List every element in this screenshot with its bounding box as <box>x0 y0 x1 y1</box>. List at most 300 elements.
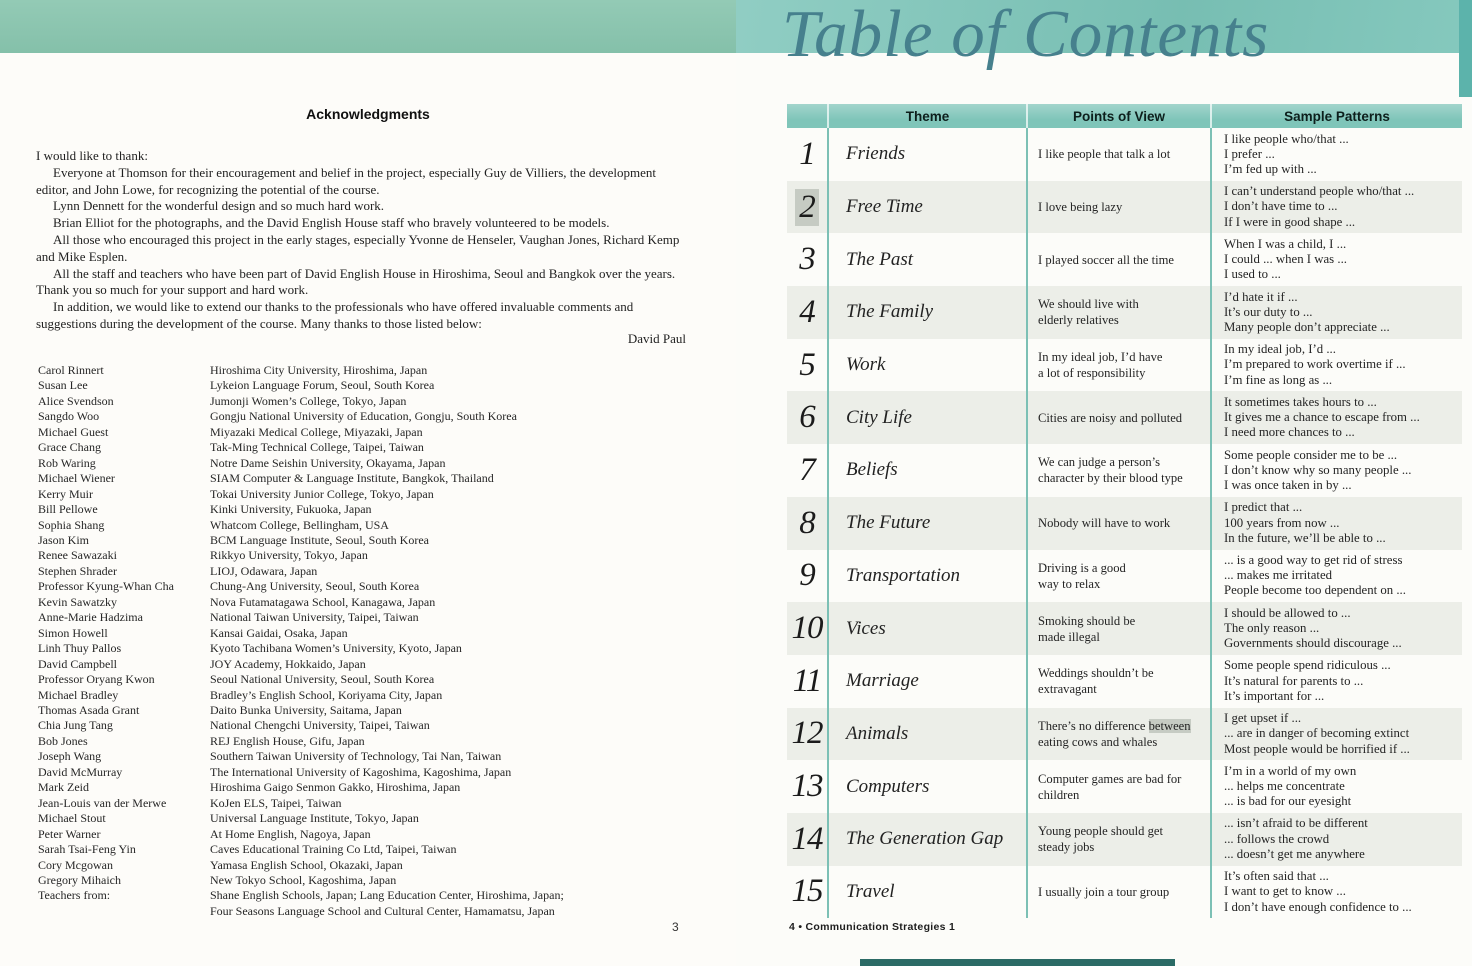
unit-number-text: 9 <box>799 557 815 594</box>
unit-point-of-view <box>1026 339 1210 392</box>
unit-number <box>787 181 827 234</box>
credit-name: Mark Zeid <box>38 780 89 795</box>
pov-line: Young people should get <box>1038 824 1164 839</box>
table-body <box>787 128 1462 918</box>
unit-theme: Transportation <box>827 550 1026 603</box>
credit-row <box>38 456 706 471</box>
table-row <box>787 760 1462 813</box>
credit-row <box>38 641 706 656</box>
credit-row <box>38 378 706 393</box>
page-title: Acknowledgments <box>306 106 430 122</box>
credit-affiliation <box>210 811 706 826</box>
unit-number-text: 4 <box>799 293 815 330</box>
credit-row <box>38 363 706 378</box>
pov-line: We should live with <box>1038 297 1139 312</box>
unit-point-of-view <box>1026 708 1210 761</box>
credit-affiliation <box>210 749 706 764</box>
pattern-line: I used to ... <box>1224 267 1281 282</box>
unit-theme: Work <box>827 339 1026 392</box>
affiliation-line: Notre Dame Seishin University, Okayama, Japan <box>210 455 446 470</box>
credit-name: Sangdo Woo <box>38 409 100 424</box>
unit-number-text: 10 <box>791 610 823 647</box>
pov-line: character by their blood type <box>1038 471 1183 486</box>
ack-paragraph: Lynn Dennett for the wonderful design and so much hard work. <box>53 198 385 214</box>
credit-row <box>38 688 706 703</box>
affiliation-line: Rikkyo University, Tokyo, Japan <box>210 548 368 563</box>
pattern-line: ... helps me concentrate <box>1224 778 1345 793</box>
unit-number <box>787 497 827 550</box>
affiliation-line: Hiroshima City University, Hiroshima, Japan <box>210 363 428 377</box>
affiliation-line: REJ English House, Gifu, Japan <box>210 733 365 748</box>
pattern-line: I’m prepared to work overtime if ... <box>1224 357 1406 372</box>
unit-number-text: 11 <box>792 662 822 699</box>
pattern-line: Some people consider me to be ... <box>1224 447 1398 462</box>
pattern-line: I don’t know why so many people ... <box>1224 462 1412 477</box>
table-row <box>787 708 1462 761</box>
credit-row <box>38 842 706 857</box>
unit-sample-patterns <box>1210 760 1462 813</box>
pattern-line: ... doesn’t get me anywhere <box>1224 846 1365 861</box>
credit-name: Michael Guest <box>38 424 109 439</box>
pattern-line: ... is bad for our eyesight <box>1224 794 1352 809</box>
credit-row <box>38 749 706 764</box>
pov-line: Driving is a good <box>1038 560 1126 575</box>
credit-row <box>38 734 706 749</box>
affiliation-line: Tak-Ming Technical College, Taipei, Taiwan <box>210 440 424 455</box>
pov-line: We can judge a person’s <box>1038 455 1161 470</box>
unit-sample-patterns <box>1210 128 1462 181</box>
pattern-line: I can’t understand people who/that ... <box>1224 184 1415 199</box>
pattern-line: It’s our duty to ... <box>1224 304 1313 319</box>
credit-row <box>38 827 706 842</box>
credit-row <box>38 440 706 455</box>
credit-affiliation <box>210 579 706 594</box>
credit-row <box>38 394 706 409</box>
pattern-line: Most people would be horrified if ... <box>1224 741 1410 756</box>
credit-name: Renee Sawazaki <box>38 548 117 563</box>
unit-theme: The Generation Gap <box>827 813 1026 866</box>
credit-name: Grace Chang <box>38 440 101 455</box>
credit-affiliation <box>210 888 706 919</box>
unit-number-text: 8 <box>799 504 815 541</box>
credit-affiliation <box>210 765 706 780</box>
pattern-line: Governments should discourage ... <box>1224 636 1402 651</box>
pov-line: steady jobs <box>1038 840 1095 855</box>
pov-line: way to relax <box>1038 576 1101 591</box>
unit-point-of-view <box>1026 655 1210 708</box>
pattern-line: The only reason ... <box>1224 620 1320 635</box>
unit-number-text: 15 <box>791 873 823 910</box>
table-row <box>787 497 1462 550</box>
credit-name: Susan Lee <box>38 378 88 393</box>
table-row <box>787 444 1462 497</box>
credit-name: Jean-Louis van der Merwe <box>38 795 167 810</box>
unit-sample-patterns <box>1210 866 1462 919</box>
credit-row <box>38 796 706 811</box>
unit-theme: Friends <box>827 128 1026 181</box>
unit-number-text: 5 <box>799 346 815 383</box>
unit-theme: Free Time <box>827 181 1026 234</box>
credit-name: Kevin Sawatzky <box>38 594 117 609</box>
credit-affiliation <box>210 796 706 811</box>
pov-line: I usually join a tour group <box>1038 884 1170 899</box>
unit-point-of-view <box>1026 286 1210 339</box>
credit-row <box>38 811 706 826</box>
credit-name: Rob Waring <box>38 455 96 470</box>
credit-row <box>38 518 706 533</box>
pattern-line: ... are in danger of becoming extinct <box>1224 726 1410 741</box>
credit-affiliation <box>210 734 706 749</box>
unit-sample-patterns <box>1210 708 1462 761</box>
credit-affiliation <box>210 363 706 378</box>
credit-row <box>38 718 706 733</box>
credit-affiliation <box>210 641 706 656</box>
pov-line: Cities are noisy and polluted <box>1038 410 1183 425</box>
credit-affiliation <box>210 657 706 672</box>
unit-sample-patterns <box>1210 339 1462 392</box>
credit-name: David McMurray <box>38 764 123 779</box>
credit-name: Chia Jung Tang <box>38 718 113 733</box>
unit-number <box>787 444 827 497</box>
credit-name: Anne-Marie Hadzima <box>38 610 143 625</box>
unit-sample-patterns <box>1210 655 1462 708</box>
affiliation-line: Universal Language Institute, Tokyo, Japan <box>210 811 419 826</box>
credit-affiliation <box>210 440 706 455</box>
author-signature: David Paul <box>627 331 686 346</box>
credit-name: Kerry Muir <box>38 486 93 501</box>
affiliation-line: JOY Academy, Hokkaido, Japan <box>210 656 366 671</box>
table-row <box>787 866 1462 919</box>
unit-point-of-view <box>1026 497 1210 550</box>
ack-paragraph: In addition, we would like to extend our thanks to the professionals who have offered invaluable comments and suggestions during the development of the course. Many thanks to those listed below: <box>36 299 634 331</box>
highlighted-word: between <box>1148 718 1191 733</box>
credit-row <box>38 564 706 579</box>
table-header-row <box>787 104 1462 128</box>
unit-theme: The Family <box>827 286 1026 339</box>
pov-line: I like people that talk a lot <box>1038 147 1171 162</box>
credit-row <box>38 672 706 687</box>
unit-theme: City Life <box>827 391 1026 444</box>
pattern-line: I could ... when I was ... <box>1224 252 1347 267</box>
unit-sample-patterns <box>1210 444 1462 497</box>
top-color-band <box>0 0 736 53</box>
affiliation-line: Hiroshima Gaigo Senmon Gakko, Hiroshima, Japan <box>210 780 461 795</box>
credit-row <box>38 873 706 888</box>
credit-affiliation <box>210 718 706 733</box>
credit-affiliation <box>210 626 706 641</box>
bottom-color-bar <box>860 959 1175 966</box>
unit-number <box>787 602 827 655</box>
pattern-line: 100 years from now ... <box>1224 515 1340 530</box>
credit-affiliation <box>210 378 706 393</box>
credit-name: Michael Stout <box>38 811 106 826</box>
credit-row <box>38 471 706 486</box>
affiliation-line: Kansai Gaidai, Osaka, Japan <box>210 625 348 640</box>
pattern-line: In my ideal job, I’d ... <box>1224 342 1336 357</box>
credit-row <box>38 425 706 440</box>
unit-sample-patterns <box>1210 181 1462 234</box>
pattern-line: I need more chances to ... <box>1224 425 1355 440</box>
pattern-line: If I were in good shape ... <box>1224 214 1356 229</box>
pov-line: elderly relatives <box>1038 313 1119 328</box>
table-row <box>787 391 1462 444</box>
table-row <box>787 233 1462 286</box>
pattern-line: When I was a child, I ... <box>1224 236 1347 251</box>
affiliation-line: Chung-Ang University, Seoul, South Korea <box>210 579 420 594</box>
affiliation-line: Kinki University, Fukuoka, Japan <box>210 502 372 517</box>
credit-affiliation <box>210 842 706 857</box>
table-row <box>787 339 1462 392</box>
page-footer: 4 • Communication Strategies 1 <box>789 921 956 933</box>
unit-theme: The Future <box>827 497 1026 550</box>
unit-sample-patterns <box>1210 813 1462 866</box>
credit-row <box>38 765 706 780</box>
unit-theme: Marriage <box>827 655 1026 708</box>
affiliation-line: Whatcom College, Bellingham, USA <box>210 517 389 532</box>
unit-point-of-view <box>1026 813 1210 866</box>
credit-name: Thomas Asada Grant <box>38 702 140 717</box>
credit-affiliation <box>210 533 706 548</box>
table-row <box>787 181 1462 234</box>
pov-line: children <box>1038 787 1080 802</box>
credit-name: Michael Bradley <box>38 687 119 702</box>
pattern-line: Some people spend ridiculous ... <box>1224 658 1391 673</box>
affiliation-line: Shane English Schools, Japan; Lang Education Center, Hiroshima, Japan; <box>210 888 564 903</box>
unit-number <box>787 391 827 444</box>
credit-row <box>38 595 706 610</box>
credit-row <box>38 626 706 641</box>
affiliation-line: Yamasa English School, Okazaki, Japan <box>210 857 403 872</box>
unit-number-text: 14 <box>791 820 823 857</box>
pattern-line: I’d hate it if ... <box>1224 289 1298 304</box>
credit-name: Alice Svendson <box>38 393 114 408</box>
credit-affiliation <box>210 858 706 873</box>
credit-affiliation <box>210 873 706 888</box>
unit-number-text: 6 <box>799 399 815 436</box>
affiliation-line: Caves Educational Training Co Ltd, Taipei, Taiwan <box>210 842 457 857</box>
ack-paragraph: Everyone at Thomson for their encouragement and belief in the project, especially Guy de Villiers, the development editor, and John Lowe, for recognizing the potential of the course. <box>36 164 657 197</box>
pattern-line: It gives me a chance to escape from ... <box>1224 410 1420 425</box>
unit-point-of-view <box>1026 444 1210 497</box>
pattern-line: ... isn’t afraid to be different <box>1224 816 1368 831</box>
credit-affiliation <box>210 688 706 703</box>
unit-point-of-view <box>1026 391 1210 444</box>
credit-row <box>38 703 706 718</box>
credit-name: Joseph Wang <box>38 749 102 764</box>
pattern-line: I’m fed up with ... <box>1224 161 1317 176</box>
credit-affiliation <box>210 827 706 842</box>
pattern-line: ... is a good way to get rid of stress <box>1224 553 1403 568</box>
affiliation-line: Four Seasons Language School and Cultural Center, Hamamatsu, Japan <box>210 903 555 918</box>
pattern-line: It’s often said that ... <box>1224 869 1329 884</box>
credit-name: Carol Rinnert <box>38 363 104 377</box>
pov-line: Nobody will have to work <box>1038 516 1171 531</box>
affiliation-line: National Taiwan University, Taipei, Taiwan <box>210 610 419 625</box>
table-row <box>787 128 1462 181</box>
affiliation-line: KoJen ELS, Taipei, Taiwan <box>210 795 342 810</box>
affiliation-line: At Home English, Nagoya, Japan <box>210 826 371 841</box>
unit-number-text: 1 <box>799 135 815 172</box>
acknowledgment-paragraphs <box>36 148 690 333</box>
credit-affiliation <box>210 518 706 533</box>
pov-line: There’s no difference between <box>1038 718 1191 733</box>
unit-point-of-view <box>1026 128 1210 181</box>
credit-name: Stephen Shrader <box>38 563 117 578</box>
unit-sample-patterns <box>1210 497 1462 550</box>
pattern-line: I don’t have enough confidence to ... <box>1224 899 1412 914</box>
credit-name: Bob Jones <box>38 733 88 748</box>
credits-list <box>38 363 706 919</box>
pattern-line: It’s important for ... <box>1224 688 1325 703</box>
unit-point-of-view <box>1026 602 1210 655</box>
affiliation-line: Nova Futamatagawa School, Kanagawa, Japan <box>210 594 436 609</box>
unit-number-text: 13 <box>791 768 823 805</box>
credit-affiliation <box>210 502 706 517</box>
affiliation-line: New Tokyo School, Kagoshima, Japan <box>210 872 397 887</box>
credit-affiliation <box>210 703 706 718</box>
pattern-line: I don’t have time to ... <box>1224 199 1338 214</box>
pov-line: In my ideal job, I’d have <box>1038 350 1163 365</box>
credit-row <box>38 888 706 919</box>
pattern-line: ... follows the crowd <box>1224 831 1330 846</box>
credit-name: Sophia Shang <box>38 517 105 532</box>
credit-name: Jason Kim <box>38 532 89 547</box>
credit-affiliation <box>210 564 706 579</box>
credit-name: Teachers from: <box>38 888 111 903</box>
affiliation-line: Lykeion Language Forum, Seoul, South Korea <box>210 378 435 393</box>
affiliation-line: Miyazaki Medical College, Miyazaki, Japan <box>210 424 423 439</box>
credit-affiliation <box>210 471 706 486</box>
table-row <box>787 286 1462 339</box>
unit-number-text: 7 <box>799 451 815 488</box>
credit-affiliation <box>210 409 706 424</box>
table-row <box>787 602 1462 655</box>
pattern-line: It’s natural for parents to ... <box>1224 673 1364 688</box>
unit-number <box>787 128 827 181</box>
credit-affiliation <box>210 610 706 625</box>
affiliation-line: Jumonji Women’s College, Tokyo, Japan <box>210 393 407 408</box>
credit-row <box>38 780 706 795</box>
unit-number <box>787 286 827 339</box>
pattern-line: I should be allowed to ... <box>1224 605 1351 620</box>
credit-affiliation <box>210 487 706 502</box>
credit-row <box>38 409 706 424</box>
affiliation-line: Seoul National University, Seoul, South Korea <box>210 672 435 687</box>
affiliation-line: The International University of Kagoshima, Kagoshima, Japan <box>210 764 512 779</box>
pattern-line: I like people who/that ... <box>1224 131 1349 146</box>
credit-affiliation <box>210 780 706 795</box>
credit-name: Simon Howell <box>38 625 108 640</box>
pattern-line: I prefer ... <box>1224 146 1275 161</box>
credit-row <box>38 579 706 594</box>
unit-number-text: 12 <box>791 715 823 752</box>
pov-line: Weddings shouldn’t be <box>1038 666 1154 681</box>
page-number: 3 <box>672 920 679 934</box>
pattern-line: I get upset if ... <box>1224 711 1302 726</box>
unit-number <box>787 813 827 866</box>
unit-sample-patterns <box>1210 602 1462 655</box>
pattern-line: I want to get to know ... <box>1224 884 1346 899</box>
credit-affiliation <box>210 425 706 440</box>
sample-patterns-column-header: Sample Patterns <box>1210 104 1462 128</box>
unit-point-of-view <box>1026 233 1210 286</box>
theme-column-header: Theme <box>827 104 1026 128</box>
pattern-line: It sometimes takes hours to ... <box>1224 394 1377 409</box>
pov-line: Smoking should be <box>1038 613 1136 628</box>
pattern-line: I’m in a world of my own <box>1224 763 1357 778</box>
pov-line: eating cows and whales <box>1038 734 1158 749</box>
affiliation-line: Daito Bunka University, Saitama, Japan <box>210 702 402 717</box>
pattern-line: I was once taken in by ... <box>1224 478 1352 493</box>
table-of-contents-page <box>736 0 1472 966</box>
affiliation-line: Tokai University Junior College, Tokyo, Japan <box>210 486 434 501</box>
affiliation-line: SIAM Computer & Language Institute, Bangkok, Thailand <box>210 471 494 486</box>
unit-point-of-view <box>1026 866 1210 919</box>
credit-name: David Campbell <box>38 656 117 671</box>
credit-name: Bill Pellowe <box>38 502 98 517</box>
unit-theme: The Past <box>827 233 1026 286</box>
credit-name: Sarah Tsai-Feng Yin <box>38 842 136 857</box>
credit-row <box>38 487 706 502</box>
contents-table <box>787 104 1462 918</box>
credit-name: Cory Mcgowan <box>38 857 113 872</box>
credit-affiliation <box>210 456 706 471</box>
pov-line: I love being lazy <box>1038 200 1123 215</box>
pov-line: I played soccer all the time <box>1038 252 1175 267</box>
unit-number <box>787 760 827 813</box>
credit-name: Professor Oryang Kwon <box>38 672 155 687</box>
unit-number <box>787 233 827 286</box>
unit-number <box>787 339 827 392</box>
credit-name: Linh Thuy Pallos <box>38 641 122 656</box>
credit-affiliation <box>210 672 706 687</box>
unit-point-of-view <box>1026 181 1210 234</box>
credit-row <box>38 548 706 563</box>
unit-number <box>787 655 827 708</box>
unit-theme: Vices <box>827 602 1026 655</box>
unit-sample-patterns <box>1210 233 1462 286</box>
credit-row <box>38 858 706 873</box>
pattern-line: Many people don’t appreciate ... <box>1224 320 1390 334</box>
pov-line: Computer games are bad for <box>1038 771 1182 786</box>
ack-paragraph: I would like to thank: <box>36 148 148 163</box>
unit-number <box>787 866 827 919</box>
pattern-line: People become too dependent on ... <box>1224 583 1406 598</box>
affiliation-line: Kyoto Tachibana Women’s University, Kyoto, Japan <box>210 641 462 656</box>
unit-sample-patterns <box>1210 550 1462 603</box>
pattern-line: In the future, we’ll be able to ... <box>1224 530 1386 545</box>
affiliation-line: National Chengchi University, Taipei, Taiwan <box>210 718 430 733</box>
credit-affiliation <box>210 394 706 409</box>
unit-sample-patterns <box>1210 391 1462 444</box>
unit-number <box>787 708 827 761</box>
pattern-line: ... makes me irritated <box>1224 568 1333 583</box>
unit-number <box>787 550 827 603</box>
table-row <box>787 550 1462 603</box>
unit-number-text: 2 <box>795 189 819 226</box>
credit-row <box>38 610 706 625</box>
pov-line: extravagant <box>1038 682 1097 697</box>
credit-name: Michael Wiener <box>38 471 115 486</box>
credit-row <box>38 533 706 548</box>
pattern-line: I’m fine as long as ... <box>1224 372 1333 387</box>
table-row <box>787 813 1462 866</box>
credit-name: Gregory Mihaich <box>38 872 121 887</box>
unit-number-column-header <box>787 104 827 128</box>
credit-affiliation <box>210 595 706 610</box>
affiliation-line: Southern Taiwan University of Technology, Tai Nan, Taiwan <box>210 749 502 764</box>
table-row <box>787 655 1462 708</box>
